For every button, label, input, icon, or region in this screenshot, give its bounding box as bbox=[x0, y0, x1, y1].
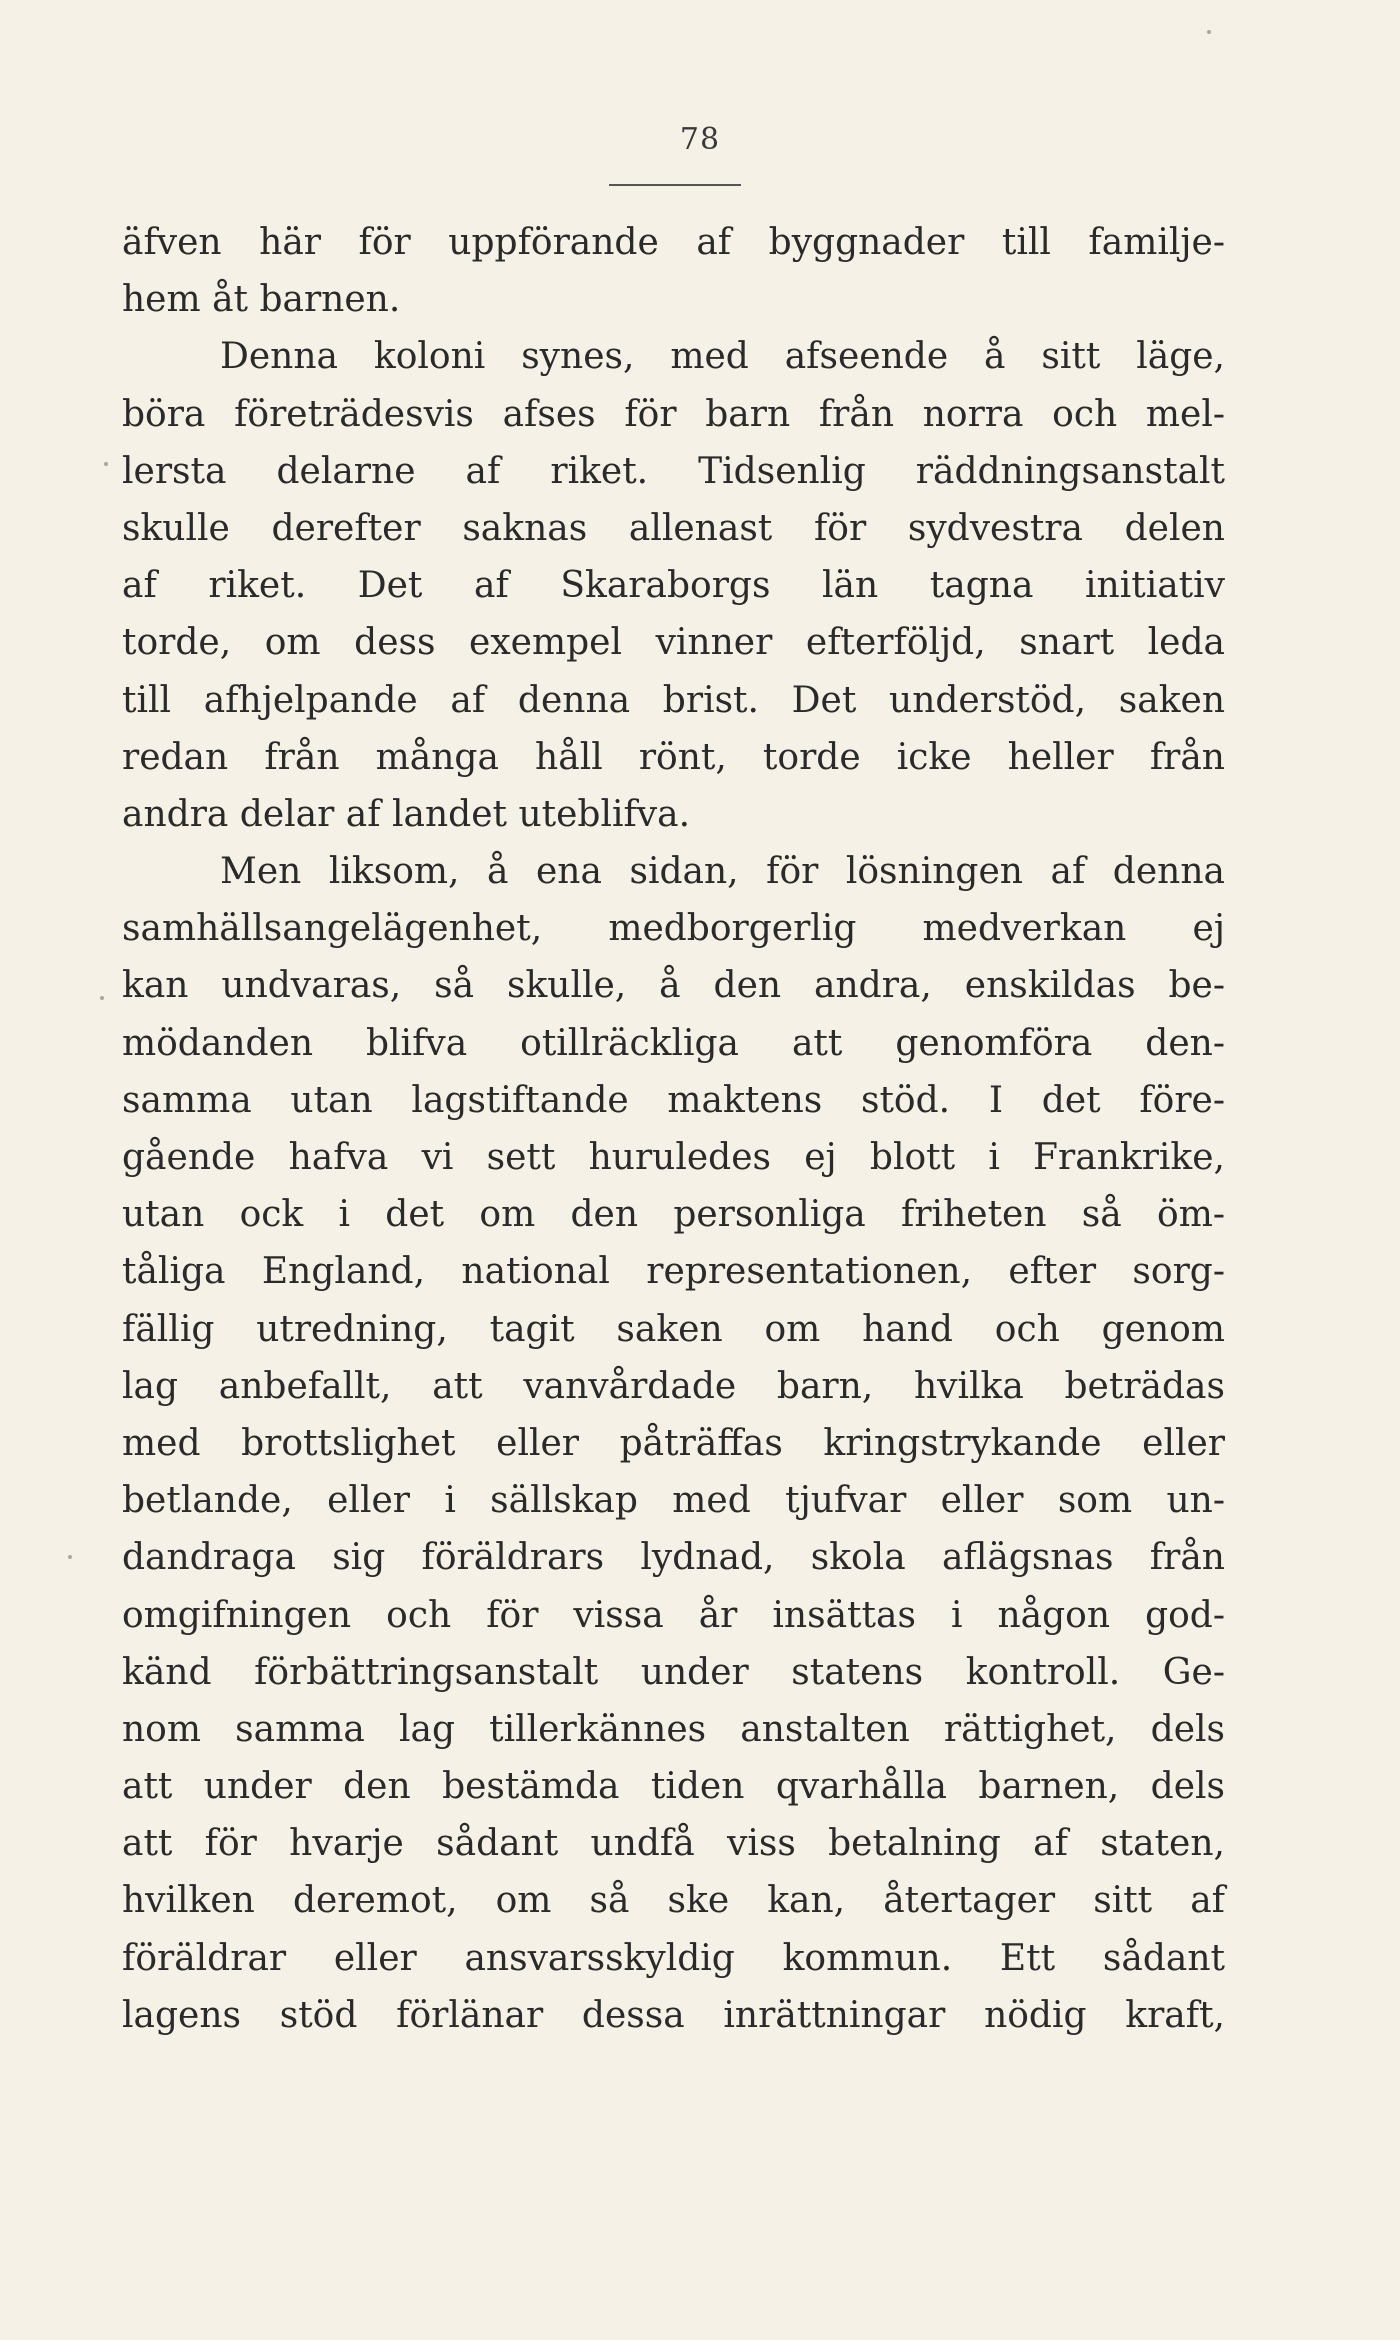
text-line: känd förbättringsanstalt under statens kontroll. Ge- bbox=[122, 1651, 1225, 1693]
text-line: gående hafva vi sett huruledes ej blott i Frankrike, bbox=[122, 1137, 1225, 1178]
text-line: kan undvaras, så skulle, å den andra, enskildas be- bbox=[122, 965, 1225, 1007]
text-line: dandraga sig föräldrars lydnad, skola aflägsnas från bbox=[122, 1537, 1225, 1579]
text-line: hvilken deremot, om så ske kan, återtager sitt af bbox=[122, 1880, 1225, 1922]
paper-speck bbox=[68, 1555, 72, 1559]
text-line: att för hvarje sådant undfå viss betalning af staten, bbox=[122, 1823, 1225, 1865]
text-line: tåliga England, national representationen, efter sorg- bbox=[122, 1251, 1225, 1293]
text-line: föräldrar eller ansvarsskyldig kommun. Ett sådant bbox=[122, 1937, 1225, 1979]
text-line: mödanden blifva otillräckliga att genomföra den- bbox=[122, 1022, 1225, 1064]
text-line-paragraph-start: Denna koloni synes, med afseende å sitt läge, bbox=[220, 336, 1225, 378]
text-line: till afhjelpande af denna brist. Det understöd, saken bbox=[122, 679, 1225, 721]
text-line: redan från många håll rönt, torde icke heller från bbox=[122, 736, 1225, 778]
text-line: af riket. Det af Skaraborgs län tagna initiativ bbox=[122, 565, 1225, 607]
paper-speck bbox=[100, 996, 104, 1000]
text-line: omgifningen och för vissa år insättas i någon god- bbox=[122, 1594, 1225, 1636]
text-line: utan ock i det om den personliga friheten så öm- bbox=[122, 1194, 1225, 1236]
text-line: äfven här för uppförande af byggnader till familje- bbox=[122, 222, 1225, 263]
page-number: 78 bbox=[679, 122, 721, 157]
text-line: böra företrädesvis afses för barn från norra och mel- bbox=[122, 393, 1225, 435]
text-line: med brottslighet eller påträffas kringstrykande eller bbox=[122, 1422, 1225, 1464]
text-line: skulle derefter saknas allenast för sydvestra delen bbox=[122, 507, 1225, 549]
text-line: hem åt barnen. bbox=[122, 279, 401, 321]
text-line: samma utan lagstiftande maktens stöd. I det före- bbox=[122, 1079, 1225, 1121]
body-text bbox=[122, 214, 1225, 2044]
text-line: torde, om dess exempel vinner efterföljd, snart leda bbox=[122, 622, 1225, 664]
text-line: lag anbefallt, att vanvårdade barn, hvilka beträdas bbox=[122, 1365, 1225, 1407]
page-number-rule bbox=[609, 184, 741, 186]
text-line-paragraph-start: Men liksom, å ena sidan, för lösningen af denna bbox=[220, 851, 1225, 893]
text-line: betlande, eller i sällskap med tjufvar eller som un- bbox=[122, 1480, 1225, 1522]
text-line: samhällsangelägenhet, medborgerlig medverkan ej bbox=[122, 908, 1225, 950]
text-line: lagens stöd förlänar dessa inrättningar nödig kraft, bbox=[122, 1994, 1225, 2036]
text-line: fällig utredning, tagit saken om hand och genom bbox=[122, 1308, 1225, 1350]
paper-speck bbox=[1207, 30, 1211, 34]
text-line: andra delar af landet uteblifva. bbox=[122, 793, 691, 835]
text-line: lersta delarne af riket. Tidsenlig räddningsanstalt bbox=[122, 450, 1225, 492]
paper-speck bbox=[104, 462, 108, 466]
text-line: att under den bestämda tiden qvarhålla barnen, dels bbox=[122, 1766, 1225, 1808]
text-line: nom samma lag tillerkännes anstalten rättighet, dels bbox=[122, 1708, 1225, 1750]
